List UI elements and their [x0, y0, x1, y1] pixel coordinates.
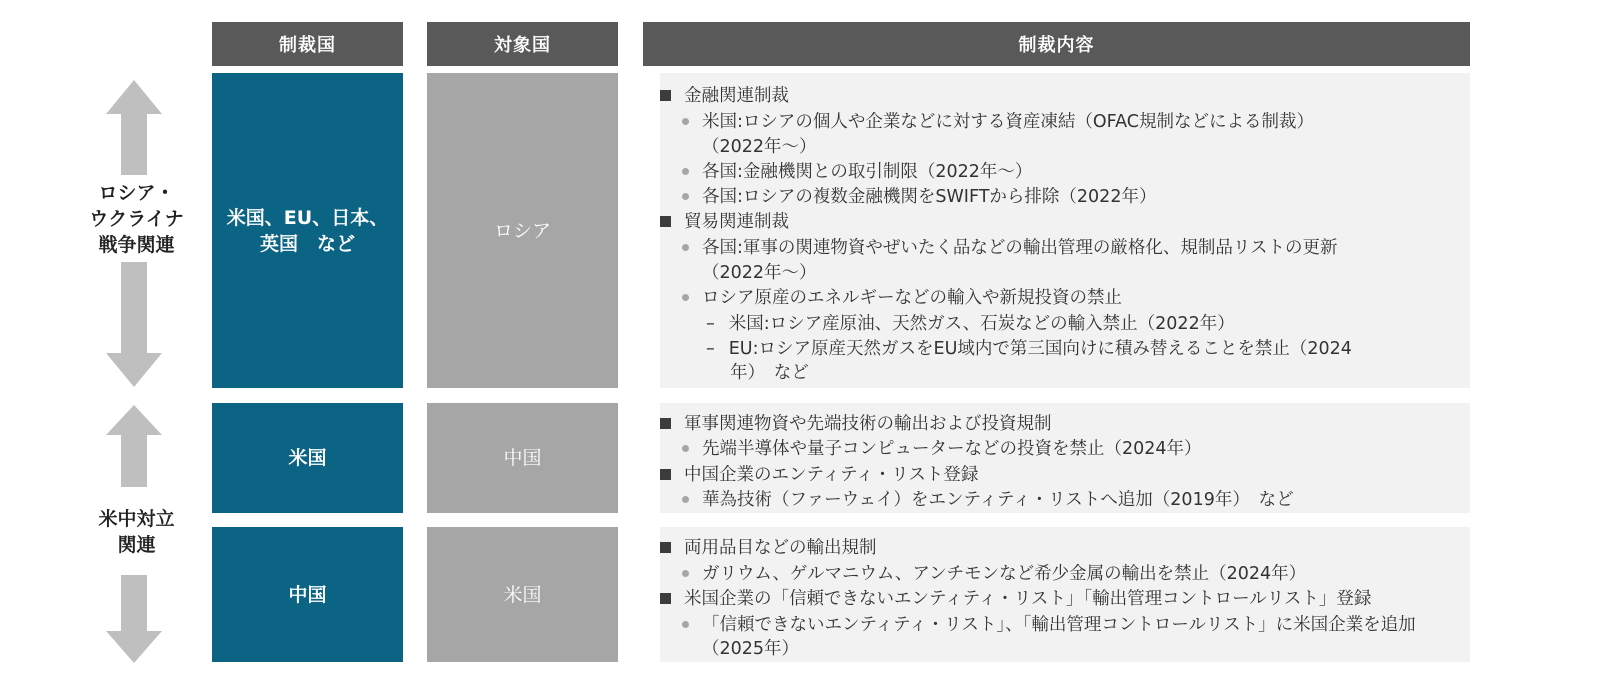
- dot-bullet-icon: [682, 496, 689, 503]
- square-bullet-icon: [660, 418, 671, 429]
- dot-bullet-icon: [682, 445, 689, 452]
- header-target-country: 対象国: [427, 22, 618, 66]
- dot-bullet-icon: [682, 570, 689, 577]
- sanctioning-country-line: 米国、EU、日本、: [226, 206, 389, 229]
- arrow-down-icon: [106, 262, 162, 387]
- content-heading: 中国企業のエンティティ・リスト登録: [660, 463, 978, 487]
- dash-bullet-icon: –: [706, 339, 715, 359]
- square-bullet-icon: [660, 90, 671, 101]
- group-label-us-china: [84, 506, 189, 558]
- content-item: 先端半導体や量子コンピューターなどの投資を禁止（2024年）: [682, 437, 1202, 461]
- content-heading: 米国企業の「信頼できないエンティティ・リスト」「輸出管理コントロールリスト」登録: [660, 587, 1371, 611]
- content-item-continuation: （2022年～）: [702, 263, 817, 283]
- dot-bullet-icon: [682, 118, 689, 125]
- content-heading: 両用品目などの輸出規制: [660, 536, 877, 560]
- header-sanctioning-country: 制裁国: [212, 22, 403, 66]
- sanctioning-country-line: 英国 など: [259, 232, 355, 255]
- sanction-content-panel: [660, 403, 1470, 513]
- content-item-continuation: （2025年）: [702, 639, 800, 659]
- sanctioning-country-cell: [212, 73, 403, 388]
- content-item: 各国:ロシアの複数金融機関をSWIFTから排除（2022年）: [682, 185, 1156, 209]
- target-country-cell: 米国: [427, 527, 618, 662]
- square-bullet-icon: [660, 469, 671, 480]
- dot-bullet-icon: [682, 244, 689, 251]
- dash-bullet-icon: –: [706, 314, 715, 334]
- group-label-line: ウクライナ: [89, 208, 184, 230]
- content-item: ガリウム、ゲルマニウム、アンチモンなど希少金属の輸出を禁止（2024年）: [682, 562, 1306, 586]
- sanctioning-country-line: 中国: [288, 583, 327, 606]
- content-item: 「信頼できないエンティティ・リスト」、「輸出管理コントロールリスト」に米国企業を追加: [682, 613, 1416, 637]
- dot-bullet-icon: [682, 168, 689, 175]
- content-item: 各国:軍事の関連物資やぜいたく品などの輸出管理の厳格化、規制品リストの更新: [682, 236, 1338, 260]
- square-bullet-icon: [660, 542, 671, 553]
- arrow-up-icon: [106, 405, 162, 487]
- arrow-up-icon: [106, 80, 162, 175]
- content-heading: 軍事関連物資や先端技術の輸出および投資規制: [660, 412, 1052, 436]
- content-heading: 金融関連制裁: [660, 84, 789, 108]
- dot-bullet-icon: [682, 193, 689, 200]
- square-bullet-icon: [660, 216, 671, 227]
- group-label-line: 戦争関連: [98, 234, 175, 256]
- sanctioning-country-cell: [212, 403, 403, 513]
- content-item-continuation: （2022年～）: [702, 137, 817, 157]
- content-item: ロシア原産のエネルギーなどの輸入や新規投資の禁止: [682, 286, 1122, 310]
- content-item: 華為技術（ファーウェイ）をエンティティ・リストへ追加（2019年） など: [682, 488, 1294, 512]
- group-label-line: 関連: [117, 534, 156, 556]
- content-item: 米国:ロシアの個人や企業などに対する資産凍結（OFAC規制などによる制裁）: [682, 110, 1314, 134]
- content-subitem: – 米国:ロシア産原油、天然ガス、石炭などの輸入禁止（2022年）: [706, 314, 1235, 334]
- group-label-line: ロシア・: [98, 182, 175, 204]
- sanctioning-country-line: 米国: [288, 447, 327, 469]
- sanction-content-panel: [660, 527, 1470, 662]
- dot-bullet-icon: [682, 621, 689, 628]
- target-country-cell: 中国: [427, 403, 618, 513]
- sanctioning-country-cell: [212, 527, 403, 662]
- header-sanction-content: 制裁内容: [643, 22, 1470, 66]
- content-heading: 貿易関連制裁: [660, 210, 789, 234]
- content-subitem-continuation: 年） など: [730, 363, 809, 383]
- arrow-down-icon: [106, 575, 162, 663]
- content-subitem: – EU:ロシア原産天然ガスをEU域内で第三国向けに積み替えることを禁止（2024: [706, 339, 1352, 359]
- group-label-line: 米中対立: [98, 508, 175, 530]
- sanction-content-panel: [660, 73, 1470, 388]
- dot-bullet-icon: [682, 294, 689, 301]
- group-label-russia-ukraine: [84, 180, 189, 258]
- content-item: 各国:金融機関との取引制限（2022年～）: [682, 160, 1032, 184]
- square-bullet-icon: [660, 593, 671, 604]
- target-country-cell: ロシア: [427, 73, 618, 388]
